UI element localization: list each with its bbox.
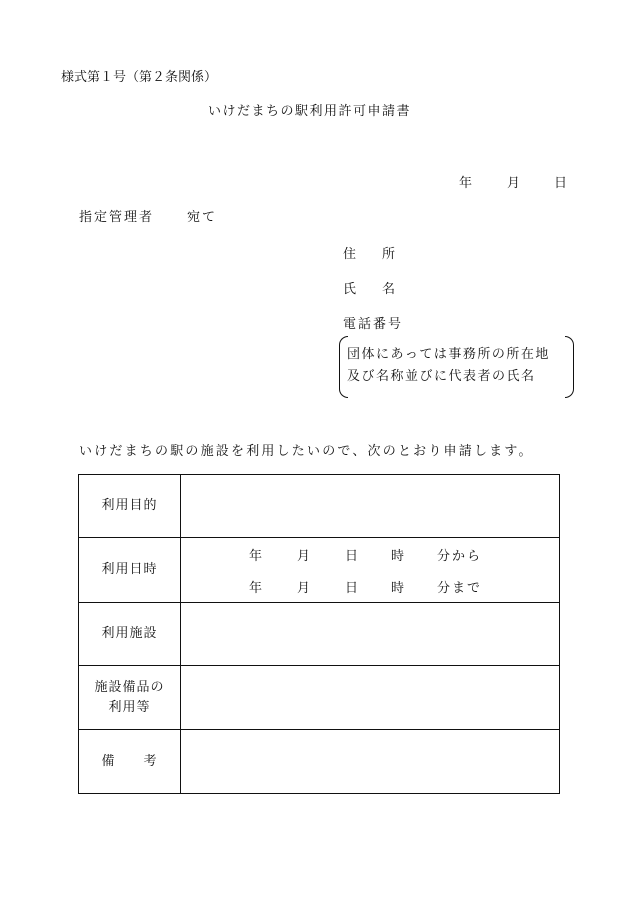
to-minute: 分まで <box>437 580 483 596</box>
to-day: 日 <box>345 580 359 596</box>
name-label: 氏名 <box>343 282 422 297</box>
application-table <box>78 474 560 794</box>
table-row-remarks <box>79 730 560 794</box>
remarks-field[interactable] <box>181 730 560 794</box>
purpose-field[interactable] <box>181 475 560 538</box>
datetime-to-line <box>181 570 559 602</box>
date-day-label: 日 <box>554 176 568 191</box>
table-row-datetime <box>79 538 560 603</box>
facility-field[interactable] <box>181 603 560 666</box>
from-minute: 分から <box>437 548 483 564</box>
facility-label: 利用施設 <box>79 603 181 666</box>
left-bracket <box>339 336 348 398</box>
page-title: いけだまちの駅利用許可申請書 <box>208 104 412 119</box>
form-number: 様式第１号（第２条関係） <box>61 70 218 85</box>
group-note <box>339 336 573 398</box>
recipient-suffix: 宛て <box>187 210 218 225</box>
datetime-label: 利用日時 <box>79 538 181 603</box>
to-hour: 時 <box>391 580 405 596</box>
lead-text: いけだまちの駅の施設を利用したいので、次のとおり申請します。 <box>79 444 534 459</box>
datetime-from-line <box>181 538 559 570</box>
to-month: 月 <box>297 580 311 596</box>
from-month: 月 <box>297 548 311 564</box>
recipient-name: 指定管理者 <box>79 210 155 225</box>
datetime-field[interactable] <box>181 538 560 603</box>
right-bracket <box>565 336 574 398</box>
equipment-label <box>79 666 181 730</box>
address-label: 住所 <box>343 247 422 262</box>
table-row-facility <box>79 603 560 666</box>
from-hour: 時 <box>391 548 405 564</box>
from-year: 年 <box>249 548 263 564</box>
date-month-label: 月 <box>507 176 521 191</box>
date-year-label: 年 <box>459 176 473 191</box>
table-row-equipment <box>79 666 560 730</box>
purpose-label: 利用目的 <box>79 475 181 538</box>
phone-label: 電話番号 <box>343 317 404 332</box>
equipment-label-line-2: 利用等 <box>108 699 151 715</box>
group-note-line-2: 及び名称並びに代表者の氏名 <box>347 369 536 384</box>
remarks-label: 備 考 <box>79 730 181 794</box>
to-year: 年 <box>249 580 263 596</box>
equipment-field[interactable] <box>181 666 560 730</box>
group-note-line-1: 団体にあっては事務所の所在地 <box>347 347 550 362</box>
table-row-purpose <box>79 475 560 538</box>
from-day: 日 <box>345 548 359 564</box>
equipment-label-line-1: 施設備品の <box>94 679 165 695</box>
